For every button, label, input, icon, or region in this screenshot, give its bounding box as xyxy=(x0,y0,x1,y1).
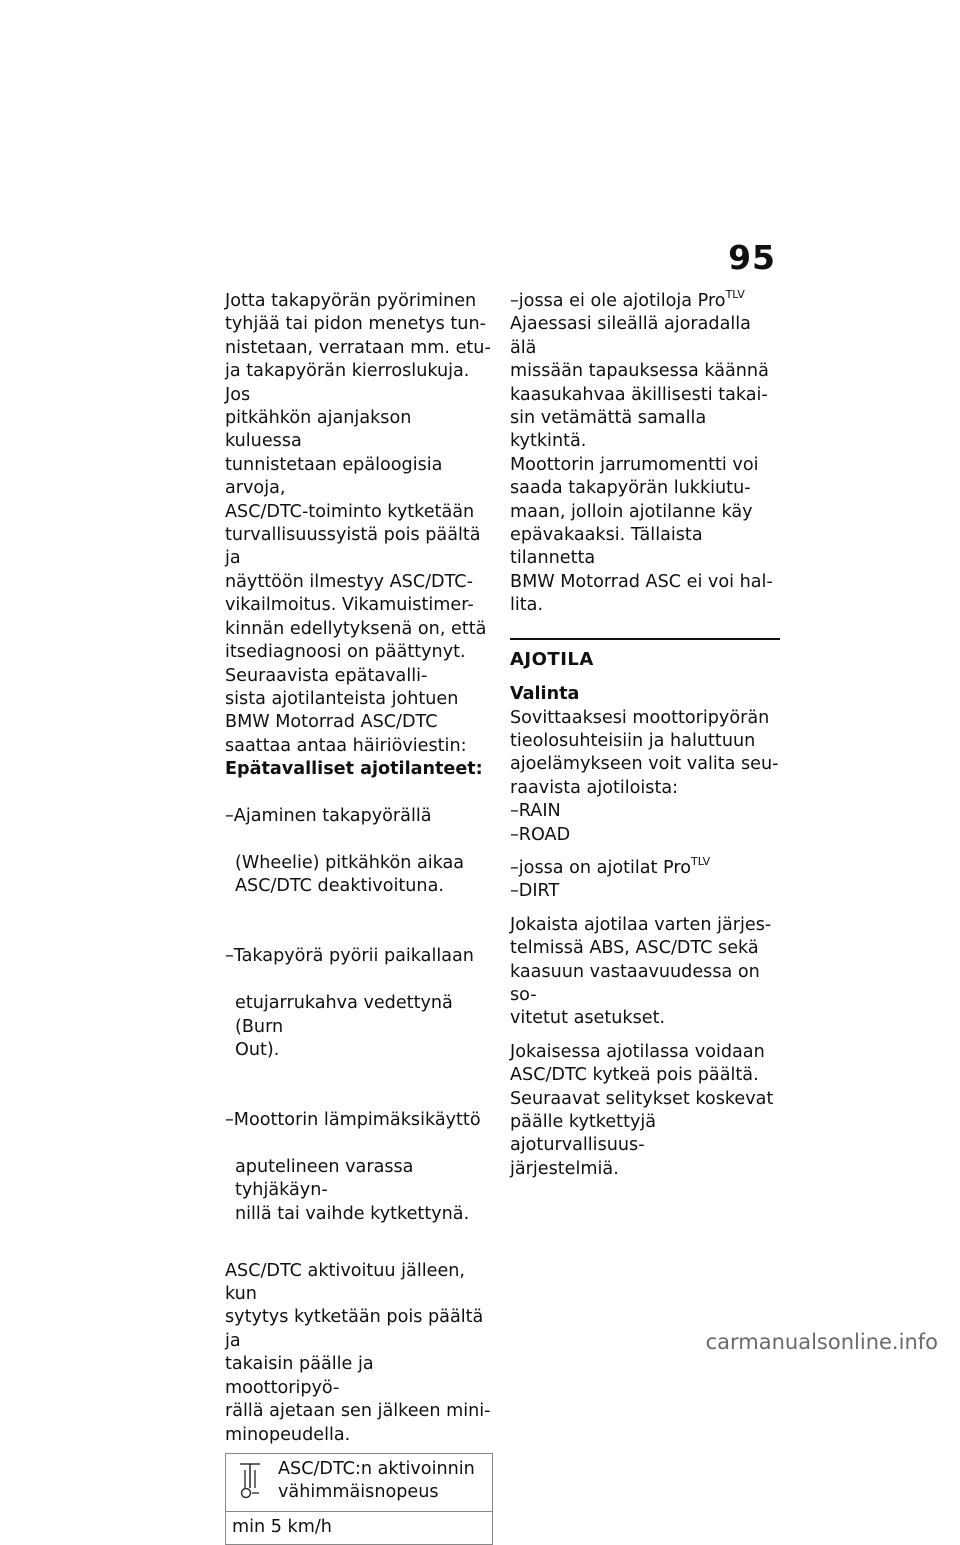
section-divider xyxy=(510,638,780,640)
no-pro-modes-item: –jossa ei ole ajotiloja Pro$^{TLV}$ xyxy=(510,288,745,311)
warning-paragraph: Ajaessasi sileällä ajoradalla älä missään tapauksessa käännä kaasukahvaa äkillisesti takai- sin vetämättä samalla kytkintä. Moottorin jarrumomentti voi saada takapyörän lukkiutu- maan, jolloin ajotilanne käy epävakaaksi. Tällaista tilannetta BMW Motorrad ASC ei voi hal- lita. xyxy=(510,314,773,616)
page-number: 95 xyxy=(728,238,776,277)
unusual-situations-list xyxy=(225,782,493,1250)
selection-paragraph: Sovittaaksesi moottoripyörän tieolosuhteisiin ja haluttuun ajoelämykseen voit valita seu- raavista ajotiloista: xyxy=(510,707,779,798)
mode-road: –ROAD xyxy=(510,824,571,845)
right-column xyxy=(510,290,780,1181)
intro-paragraph: Jotta takapyörän pyöriminen tyhjää tai pidon menetys tun- nistetaan, verrataan mm. etu- ja takapyörän kierroslukuja. Jos pitkähkön ajanjakson kuluessa tunnistetaan epäloogisia arvoja, ASC/DTC-toiminto kytketään turvallisuussyistä pois päältä ja näyttöön ilmestyy ASC/DTC- vikailmoitus. Vikamuistimer- kinnän edellytyksenä on, että itsediagnoosi on päättynyt. xyxy=(225,291,491,663)
spec-table xyxy=(225,1453,493,1545)
disable-paragraph: Jokaisessa ajotilassa voidaan ASC/DTC kytkeä pois päältä. Seuraavat selitykset koskevat päälle kytkettyjä ajoturvallisuus- järjestelmiä. xyxy=(510,1041,774,1179)
gauge-tool-icon xyxy=(226,1453,275,1511)
watermark: carmanualsonline.info xyxy=(705,1330,938,1354)
section-title: AJOTILA xyxy=(510,648,594,670)
spec-label: ASC/DTC:n aktivoinnin vähimmäisnopeus xyxy=(274,1453,493,1511)
list-item: –Moottorin lämpimäksikäyttö aputelineen varassa tyhjäkäyn- nillä tai vaihde kytkettynä. xyxy=(225,1110,481,1224)
reactivation-paragraph: ASC/DTC aktivoituu jälleen, kun sytytys kytketään pois päältä ja takaisin päälle ja moottoripyö- rällä ajetaan sen jälkeen mini- minopeudella. xyxy=(225,1260,491,1445)
list-item: –Ajaminen takapyörällä (Wheelie) pitkähkön aikaa ASC/DTC deaktivoituna. xyxy=(225,805,465,897)
subsection-title: Valinta xyxy=(510,684,580,705)
mode-dirt: –DIRT xyxy=(510,881,560,902)
left-column xyxy=(225,290,493,1545)
unusual-situations-intro: Seuraavista epätavalli- sista ajotilanteista johtuen BMW Motorrad ASC/DTC saattaa antaa häiriöviestin: xyxy=(225,665,467,756)
mode-rain: –RAIN xyxy=(510,801,561,822)
unusual-situations-title: Epätavalliset ajotilanteet: xyxy=(225,759,483,780)
settings-paragraph: Jokaista ajotilaa varten järjes- telmissä ABS, ASC/DTC sekä kaasuun vastaavuudessa on so- vitetut asetukset. xyxy=(510,914,772,1029)
pro-modes-item: –jossa on ajotilat Pro$^{TLV}$ xyxy=(510,854,711,878)
list-item: –Takapyörä pyörii paikallaan etujarrukahva vedettynä (Burn Out). xyxy=(225,946,474,1060)
spec-value: min 5 km/h xyxy=(226,1512,493,1544)
